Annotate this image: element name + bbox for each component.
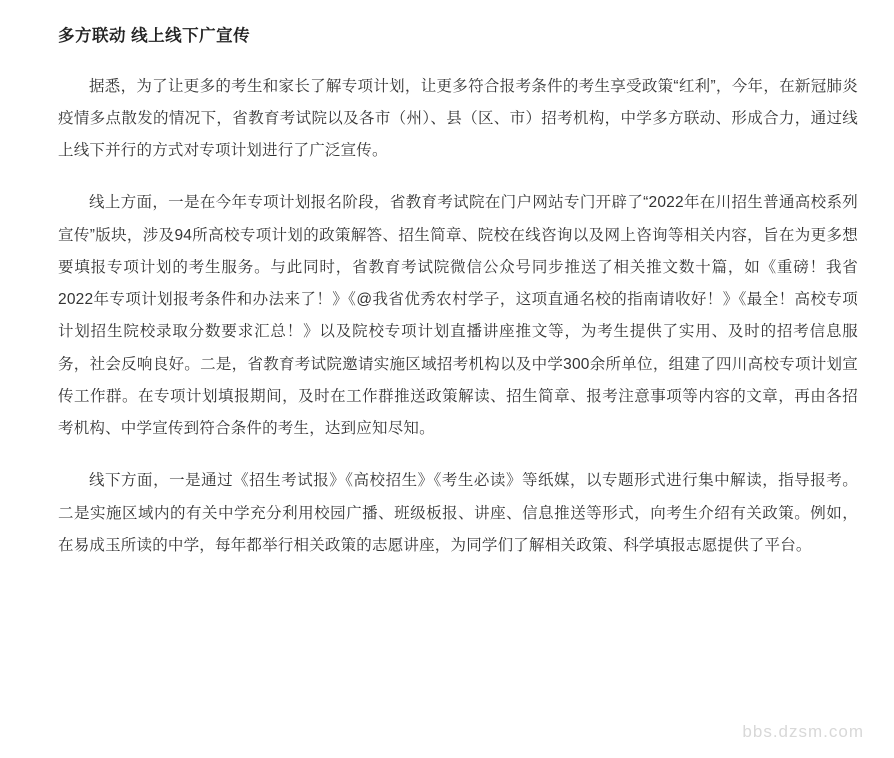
article-paragraph: 据悉，为了让更多的考生和家长了解专项计划，让更多符合报考条件的考生享受政策“红利”，今年，在新冠肺炎疫情多点散发的情况下，省教育考试院以及各市（州）、县（区、市）招考机构，中学多方联动、形成合力，通过线上线下并行的方式对专项计划进行了广泛宣传。 <box>58 77 858 160</box>
site-watermark: bbs.dzsm.com <box>742 722 864 741</box>
article-body <box>58 71 858 562</box>
article-heading: 多方联动 线上线下广宣传 <box>58 27 251 45</box>
article-paragraph: 线上方面，一是在今年专项计划报名阶段，省教育考试院在门户网站专门开辟了“2022年在川招生普通高校系列宣传”版块，涉及94所高校专项计划的政策解答、招生简章、院校在线咨询以及网上咨询等相关内容，旨在为更多想要填报专项计划的考生服务。与此同时，省教育考试院微信公众号同步推送了相关推文数十篇，如《重磅！我省2022年专项计划报考条件和办法来了！》《@我省优秀农村学子，这项直通名校的指南请收好！》《最全！高校专项计划招生院校录取分数要求汇总！》以及院校专项计划直播讲座推文等，为考生提供了实用、及时的招考信息服务，社会反响良好。二是，省教育考试院邀请实施区域招考机构以及中学300余所单位，组建了四川高校专项计划宣传工作群。在专项计划填报期间，及时在工作群推送政策解读、招生简章、报考注意事项等内容的文章，再由各招考机构、中学宣传到符合条件的考生，达到应知尽知。 <box>58 194 858 438</box>
article-paragraph: 线下方面，一是通过《招生考试报》《高校招生》《考生必读》等纸媒，以专题形式进行集中解读，指导报考。二是实施区域内的有关中学充分利用校园广播、班级板报、讲座、信息推送等形式，向考生介绍有关政策。例如，在易成玉所读的中学，每年都举行相关政策的志愿讲座，为同学们了解相关政策、科学填报志愿提供了平台。 <box>58 472 858 554</box>
